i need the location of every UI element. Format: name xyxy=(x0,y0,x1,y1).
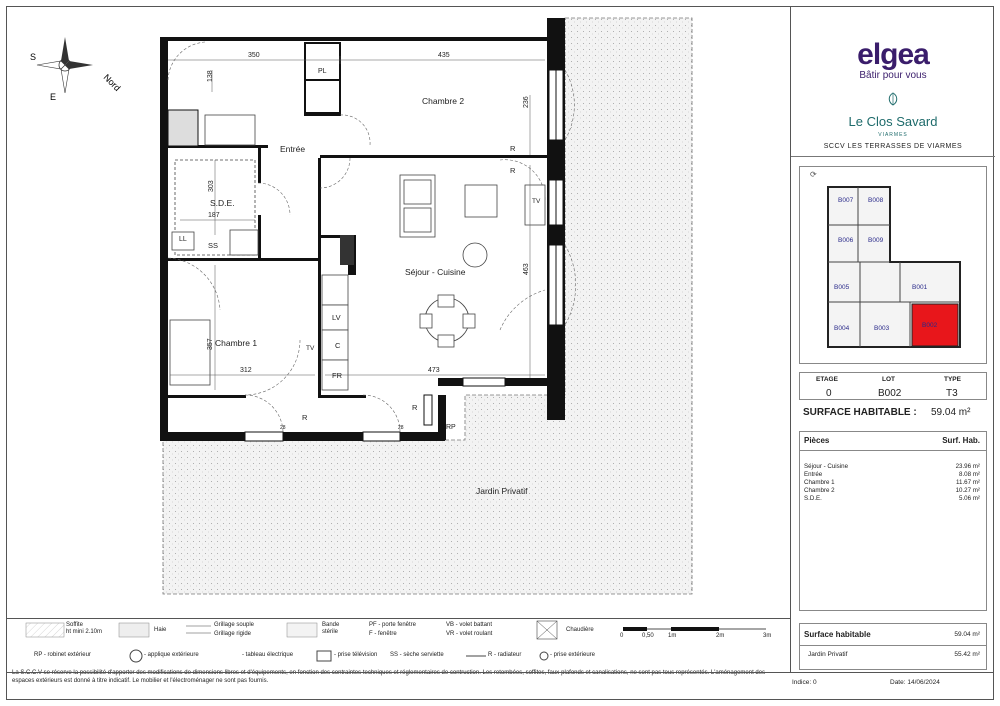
kp-b007: B007 xyxy=(838,197,854,204)
legend-bande-sterile: Bande stérile xyxy=(322,622,340,635)
row-value: 10.27 m² xyxy=(955,487,980,494)
footer xyxy=(6,672,994,701)
row-name: Séjour - Cuisine xyxy=(804,463,849,470)
equip-tv-sejour: TV xyxy=(532,198,541,205)
legend-applique: - applique extérieure xyxy=(144,652,199,658)
table-row xyxy=(804,463,980,470)
equip-radiator-3: R xyxy=(302,413,308,422)
company-name: SCCV LES TERRASSES DE VIARMES xyxy=(823,143,963,150)
surface-label: SURFACE HABITABLE : xyxy=(803,407,917,418)
table-row xyxy=(804,487,980,494)
room-chambre-1: Chambre 1 xyxy=(215,338,258,348)
rooms-header-name: Pièces xyxy=(804,436,830,445)
dim-door-1: 28 xyxy=(280,425,286,431)
equip-lv: LV xyxy=(332,313,341,322)
brand-block xyxy=(791,6,995,157)
room-entree: Entrée xyxy=(280,144,306,154)
kp-b003: B003 xyxy=(874,325,890,332)
legend-grillage-souple: Grillage souple xyxy=(214,622,255,628)
room-chambre-2: Chambre 2 xyxy=(422,96,465,106)
disclaimer: La S.C.C.V se réserve la possibilité d'apporter des modifications de dimensions libres et d'équipements, en fonction des contraintes techniques et réglementaires de contruction. Les retombées, soffites, faux-plafonds et canalisations, ne sont pas tous représentés. L'aménagement des espaces extérieurs est donné à titre indicatif. Le mobilier et l'électroménager ne sont pas fournis. xyxy=(12,670,766,684)
row-name: S.D.E. xyxy=(804,495,822,502)
legend-soffite: Soffite ht mini 2.10m xyxy=(66,622,103,635)
legend-tableau: - tableau électrique xyxy=(242,652,294,658)
dim-chambre1-width: 312 xyxy=(240,367,252,374)
row-name: Chambre 1 xyxy=(804,479,835,486)
key-plan xyxy=(799,166,987,364)
dim-sde-height: 303 xyxy=(208,180,215,192)
equip-ss: SS xyxy=(208,241,219,250)
legend-prise-ext: - prise extérieure xyxy=(550,652,596,658)
rooms-table xyxy=(799,431,987,611)
dim-chambre1-height: 357 xyxy=(207,338,214,350)
dim-chambre2-height: 236 xyxy=(523,96,530,108)
kp-b005: B005 xyxy=(834,284,850,291)
row-name: Entrée xyxy=(804,471,823,478)
scale-0: 0 xyxy=(620,633,624,639)
title-block xyxy=(790,6,995,672)
kp-b002: B002 xyxy=(922,322,938,329)
surface-value: 59.04 m² xyxy=(931,407,971,418)
lot-etage: 0 xyxy=(826,388,832,399)
key-plan-drawing xyxy=(800,167,986,363)
legend-chaudiere: Chaudière xyxy=(566,627,594,633)
kp-b009: B009 xyxy=(868,237,884,244)
equip-pl: PL xyxy=(318,68,327,75)
compass-south: S xyxy=(30,52,37,62)
legend-radiateur: R - radiateur xyxy=(488,652,522,658)
legend xyxy=(6,618,790,673)
legend-tv: - prise télévision xyxy=(334,652,378,658)
brand-tagline: Bâtir pour vous xyxy=(859,70,927,81)
lot-header-type: TYPE xyxy=(944,376,961,383)
rooms-header-surface: Surf. Hab. xyxy=(942,436,980,445)
room-sde: S.D.E. xyxy=(210,198,235,208)
room-jardin-privatif: Jardin Privatif xyxy=(476,486,528,496)
equip-fr: FR xyxy=(332,371,342,380)
scale-1m: 1m xyxy=(668,633,677,639)
lot-number: B002 xyxy=(878,388,902,399)
room-sejour-cuisine: Séjour - Cuisine xyxy=(405,267,466,277)
total-jardin-value: 55.42 m² xyxy=(954,651,980,658)
kp-b008: B008 xyxy=(868,197,884,204)
equip-radiator-2: R xyxy=(510,166,516,175)
legend-f: F - fenêtre xyxy=(369,631,397,637)
scale-3m: 3m xyxy=(763,633,772,639)
table-row xyxy=(804,471,980,478)
door-swings xyxy=(168,42,576,432)
equip-rp: RP xyxy=(446,424,456,431)
total-habitable-label: Surface habitable xyxy=(804,630,871,639)
footer-date: Date: 14/06/2024 xyxy=(890,679,940,686)
row-name: Chambre 2 xyxy=(804,487,835,494)
legend-vr: VR - volet roulant xyxy=(446,631,493,637)
svg-text:⟳: ⟳ xyxy=(810,170,817,179)
footer-indice: Indice: 0 xyxy=(792,679,817,686)
equip-radiator-4: R xyxy=(412,403,418,412)
lot-info xyxy=(799,372,987,400)
compass-east: E xyxy=(50,92,57,102)
row-value: 5.06 m² xyxy=(959,495,980,502)
kp-b004: B004 xyxy=(834,325,850,332)
brand-logo: elgea xyxy=(857,38,929,71)
dim-sde-width: 187 xyxy=(208,212,220,219)
equip-ll: LL xyxy=(179,236,187,243)
lot-header-etage: ETAGE xyxy=(816,376,838,383)
compass-rose xyxy=(37,37,93,93)
compass-north: Nord xyxy=(101,72,123,94)
dim-sejour-width: 473 xyxy=(428,367,440,374)
dim-door-2: 28 xyxy=(398,425,404,431)
scale-2m: 2m xyxy=(716,633,725,639)
equip-tv-chambre1: TV xyxy=(306,345,315,352)
equip-c: C xyxy=(335,341,341,350)
lot-header-lot: LOT xyxy=(882,376,895,383)
table-row xyxy=(804,479,980,486)
total-jardin-label: Jardin Privatif xyxy=(808,651,848,658)
dim-top-left: 350 xyxy=(248,52,260,59)
project-name: Le Clos Savard xyxy=(848,114,938,129)
dim-top-right: 435 xyxy=(438,52,450,59)
legend-pf: PF - porte fenêtre xyxy=(369,622,417,628)
row-value: 11.67 m² xyxy=(956,479,980,486)
legend-haie: Haie xyxy=(154,627,167,633)
kp-b001: B001 xyxy=(912,284,928,291)
project-location: VIARMES xyxy=(878,132,908,138)
legend-rp: RP - robinet extérieur xyxy=(34,652,91,658)
totals-table xyxy=(799,623,987,670)
kp-b006: B006 xyxy=(838,237,854,244)
legend-ss: SS - sèche serviette xyxy=(390,652,444,658)
table-row xyxy=(804,495,980,502)
leaf-icon xyxy=(886,92,900,106)
lot-type: T3 xyxy=(946,388,958,399)
legend-vb: VB - volet battant xyxy=(446,622,493,628)
row-value: 8.08 m² xyxy=(959,471,980,478)
row-value: 23.96 m² xyxy=(955,463,980,470)
dim-sejour-height: 463 xyxy=(523,263,530,275)
total-habitable-value: 59.04 m² xyxy=(954,631,980,638)
legend-grillage-rigide: Grillage rigide xyxy=(214,631,252,637)
dim-entry-height: 138 xyxy=(207,70,214,82)
scale-050: 0,50 xyxy=(642,633,654,639)
equip-radiator-1: R xyxy=(510,144,516,153)
